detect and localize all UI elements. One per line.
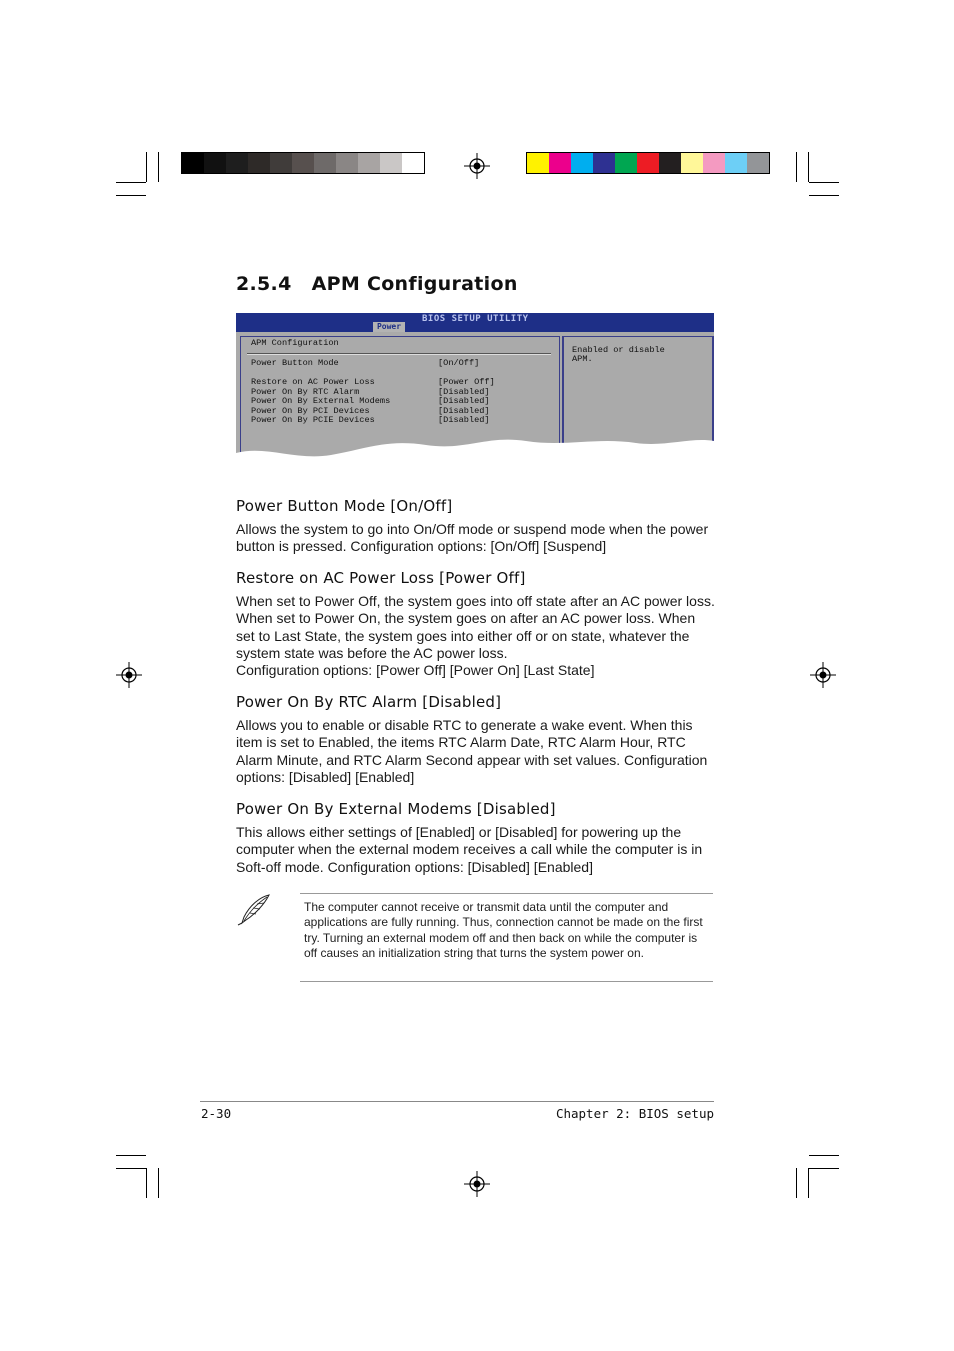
color-swatch xyxy=(659,153,681,173)
color-swatch xyxy=(637,153,659,173)
color-swatch xyxy=(380,153,402,173)
bios-setting-value: [Disabled] xyxy=(438,415,490,425)
crop-mark xyxy=(808,1168,809,1198)
registration-mark-icon xyxy=(810,662,836,688)
bios-screenshot xyxy=(236,313,714,471)
color-swatch xyxy=(336,153,358,173)
crop-mark xyxy=(158,152,159,182)
bios-setting-value: [Disabled] xyxy=(438,405,490,416)
crop-mark xyxy=(158,1168,159,1198)
crop-mark xyxy=(809,1168,839,1169)
color-swatch xyxy=(204,153,226,173)
color-swatch xyxy=(593,153,615,173)
bios-help-text: Enabled or disable xyxy=(572,345,665,355)
color-swatch xyxy=(358,153,380,173)
crop-mark xyxy=(809,1155,839,1156)
bios-setting-value: [On/Off] xyxy=(438,358,480,368)
page-number: 2-30 xyxy=(201,1106,232,1121)
bios-utility-title: BIOS SETUP UTILITY xyxy=(422,314,529,324)
item-description: When set to Power Off, the system goes into off state after an AC power loss. When set to Power On, the system goes on after an AC power loss. When set to Last State, the system goes into either off or on state, whatever the system state was before the AC power loss. xyxy=(236,593,715,662)
color-swatch xyxy=(725,153,747,173)
crop-mark xyxy=(809,182,839,183)
registration-mark-icon xyxy=(464,1171,490,1197)
registration-mark-icon xyxy=(116,662,142,688)
color-swatch xyxy=(703,153,725,173)
bios-setting-value: [Disabled] xyxy=(438,396,490,406)
bios-setting-value: [Disabled] xyxy=(438,386,490,397)
crop-mark xyxy=(796,152,797,182)
note-top-rule xyxy=(300,893,713,894)
item-description: Allows you to enable or disable RTC to generate a wake event. When this item is set to Enabled, the items RTC Alarm Date, RTC Alarm Hour, RTC Alarm Minute, and RTC Alarm Second appear with set values. Configuration options: [Disabled] [Enabled] xyxy=(236,717,708,786)
bios-help-text: APM. xyxy=(572,354,593,364)
bios-setting-label: Power On By RTC Alarm xyxy=(251,386,360,397)
crop-mark xyxy=(796,1168,797,1198)
color-swatch xyxy=(248,153,270,173)
color-swatch xyxy=(571,153,593,173)
item-description: This allows either settings of [Enabled] or [Disabled] for powering up the computer when the external modem receives a call while the computer is in Soft-off mode. Configuration options: [Disabled] [Enabled] xyxy=(236,824,703,875)
bios-panel-heading: APM Configuration xyxy=(251,338,339,348)
note-bottom-rule xyxy=(300,981,713,982)
item-heading: Restore on AC Power Loss [Power Off] xyxy=(236,569,526,587)
section-number: 2.5.4 xyxy=(236,273,292,295)
item-heading: Power Button Mode [On/Off] xyxy=(236,497,453,515)
color-swatch xyxy=(314,153,336,173)
crop-mark xyxy=(146,152,147,182)
item-heading: Power On By RTC Alarm [Disabled] xyxy=(236,693,502,711)
feather-pen-icon xyxy=(236,893,272,927)
bios-setting-value: [Power Off] xyxy=(438,377,495,387)
crop-mark xyxy=(116,195,146,196)
bios-setting-label: Power On By External Modems xyxy=(251,396,391,406)
crop-mark xyxy=(809,195,839,196)
grayscale-color-bar xyxy=(181,152,425,174)
color-swatch xyxy=(226,153,248,173)
bios-separator xyxy=(247,353,551,355)
color-swatch xyxy=(549,153,571,173)
bios-setting-label: Power On By PCI Devices xyxy=(251,405,370,416)
color-swatch xyxy=(402,153,424,173)
color-swatch xyxy=(527,153,549,173)
note-text: The computer cannot receive or transmit data until the computer and applications are fully running. Thus, connection cannot be made on the first try. Turning an external modem off and then back on while the computer is off causes an initialization string that turns the system power on. xyxy=(304,900,703,961)
footer-rule xyxy=(200,1101,714,1102)
chapter-title: Chapter 2: BIOS setup xyxy=(555,1106,714,1121)
registration-mark-icon xyxy=(464,153,490,179)
color-swatch xyxy=(182,153,204,173)
crop-mark xyxy=(116,1168,146,1169)
section-title-text: APM Configuration xyxy=(311,273,518,295)
item-description: Allows the system to go into On/Off mode or suspend mode when the power button is pressed. Configuration options: [On/Off] [Suspend] xyxy=(236,521,709,555)
crop-mark xyxy=(146,1168,147,1198)
crop-mark xyxy=(116,182,146,183)
color-swatch xyxy=(615,153,637,173)
crop-mark xyxy=(116,1155,146,1156)
section-title xyxy=(236,273,518,295)
bios-setting-label: Restore on AC Power Loss xyxy=(251,377,375,387)
color-swatch xyxy=(270,153,292,173)
item-heading: Power On By External Modems [Disabled] xyxy=(236,800,556,818)
color-swatch xyxy=(681,153,703,173)
crop-mark xyxy=(808,152,809,182)
bios-tab-power: Power xyxy=(373,322,405,332)
bios-setting-label: Power On By PCIE Devices xyxy=(251,415,375,425)
bios-setting-label: Power Button Mode xyxy=(251,358,339,368)
color-swatch xyxy=(292,153,314,173)
bios-title-bar xyxy=(236,313,714,332)
item-options: Configuration options: [Power Off] [Power On] [Last State] xyxy=(236,662,595,678)
process-color-bar xyxy=(526,152,770,174)
torn-edge xyxy=(236,431,714,471)
color-swatch xyxy=(747,153,769,173)
